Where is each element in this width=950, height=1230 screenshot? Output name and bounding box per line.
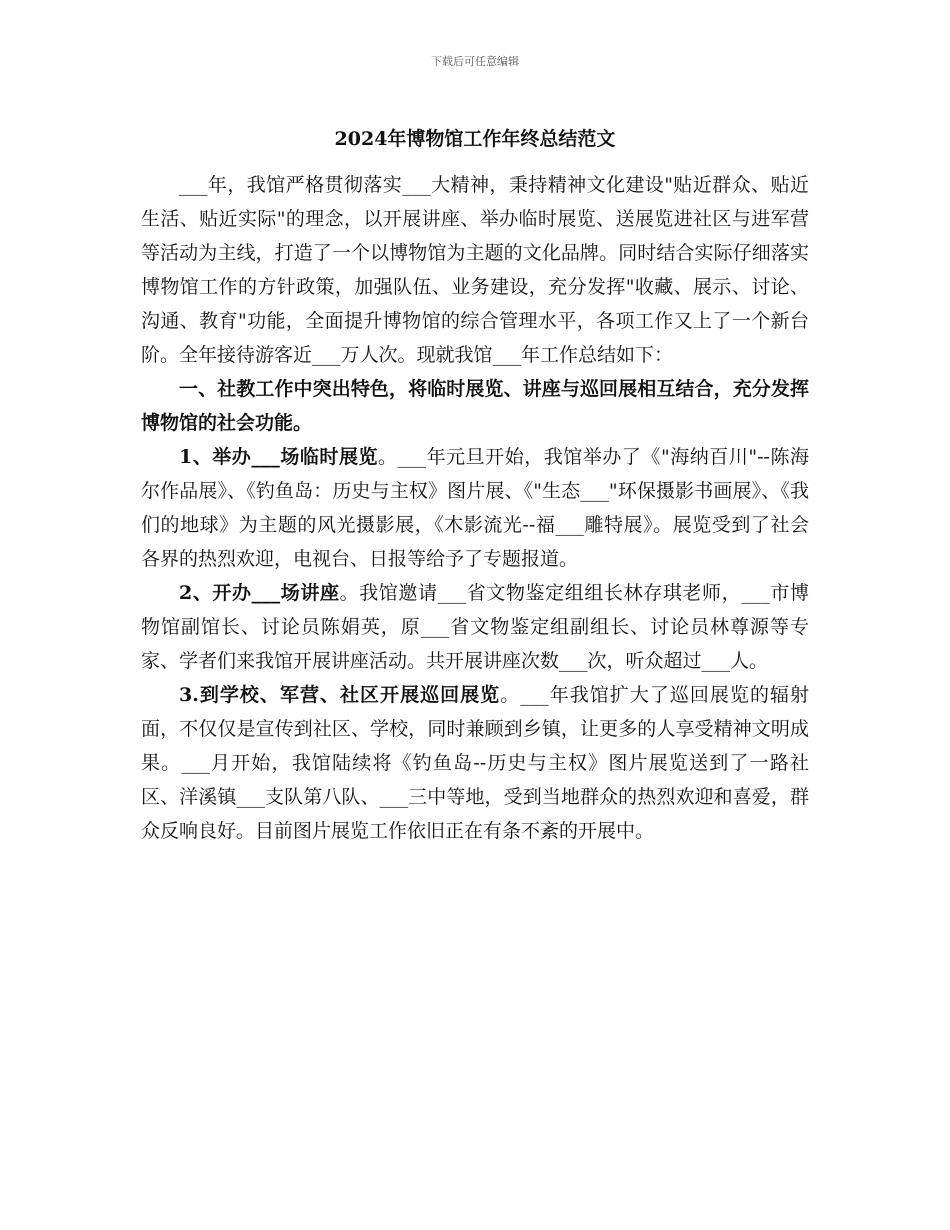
item-text-2: 。我馆邀请___省文物鉴定组组长林存琪老师，___市博物馆副馆长、讨论员陈娟英，原___省文物鉴定组副组长、讨论员林尊源等专家、学者们来我馆开展讲座活动。共开展讲座次数___次，听众超过___人。	[141, 582, 809, 672]
intro-paragraph: ___年，我馆严格贯彻落实___大精神，秉持精神文化建设"贴近群众、贴近生活、贴近实际"的理念，以开展讲座、举办临时展览、送展览进社区与进军营等活动为主线，打造了一个以博物馆为主题的文化品牌。同时结合实际仔细落实博物馆工作的方针政策，加强队伍、业务建设，充分发挥"收藏、展示、讨论、沟通、教育"功能，全面提升博物馆的综合管理水平，各项工作又上了一个新台阶。全年接待游客近___万人次。现就我馆___年工作总结如下：	[141, 174, 809, 366]
item-lead-2: 2、开办___场讲座	[179, 582, 340, 604]
document-title: 2024年博物馆工作年终总结范文	[334, 128, 616, 150]
document-body	[141, 168, 809, 848]
item-lead-1: 1、举办___场临时展览	[179, 446, 379, 468]
item-paragraph-1	[141, 440, 809, 576]
item-lead-3: 3.到学校、军营、社区开展巡回展览	[179, 684, 501, 706]
item-text-3: 。___年我馆扩大了巡回展览的辐射面，不仅仅是宣传到社区、学校，同时兼顾到乡镇，让更多的人享受精神文明成果。___月开始，我馆陆续将《钓鱼岛--历史与主权》图片展览送到了一路社区、洋溪镇___支队第八队、___三中等地，受到当地群众的热烈欢迎和喜爱，群众反响良好。目前图片展览工作依旧正在有条不紊的开展中。	[141, 684, 809, 842]
section-heading-1: 一、社教工作中突出特色，将临时展览、讲座与巡回展相互结合，充分发挥博物馆的社会功能。	[141, 378, 809, 434]
item-text-1: 。___年元旦开始，我馆举办了《"海纳百川"--陈海尔作品展》、《钓鱼岛：历史与主权》图片展、《"生态___"环保摄影书画展》、《我们的地球》为主题的风光摄影展，《木影流光--福___雕特展》。展览受到了社会各界的热烈欢迎，电视台、日报等给予了专题报道。	[141, 446, 809, 570]
item-paragraph-2	[141, 576, 809, 678]
item-paragraph-3	[141, 678, 809, 848]
header-note: 下载后可任意编辑	[431, 55, 519, 68]
